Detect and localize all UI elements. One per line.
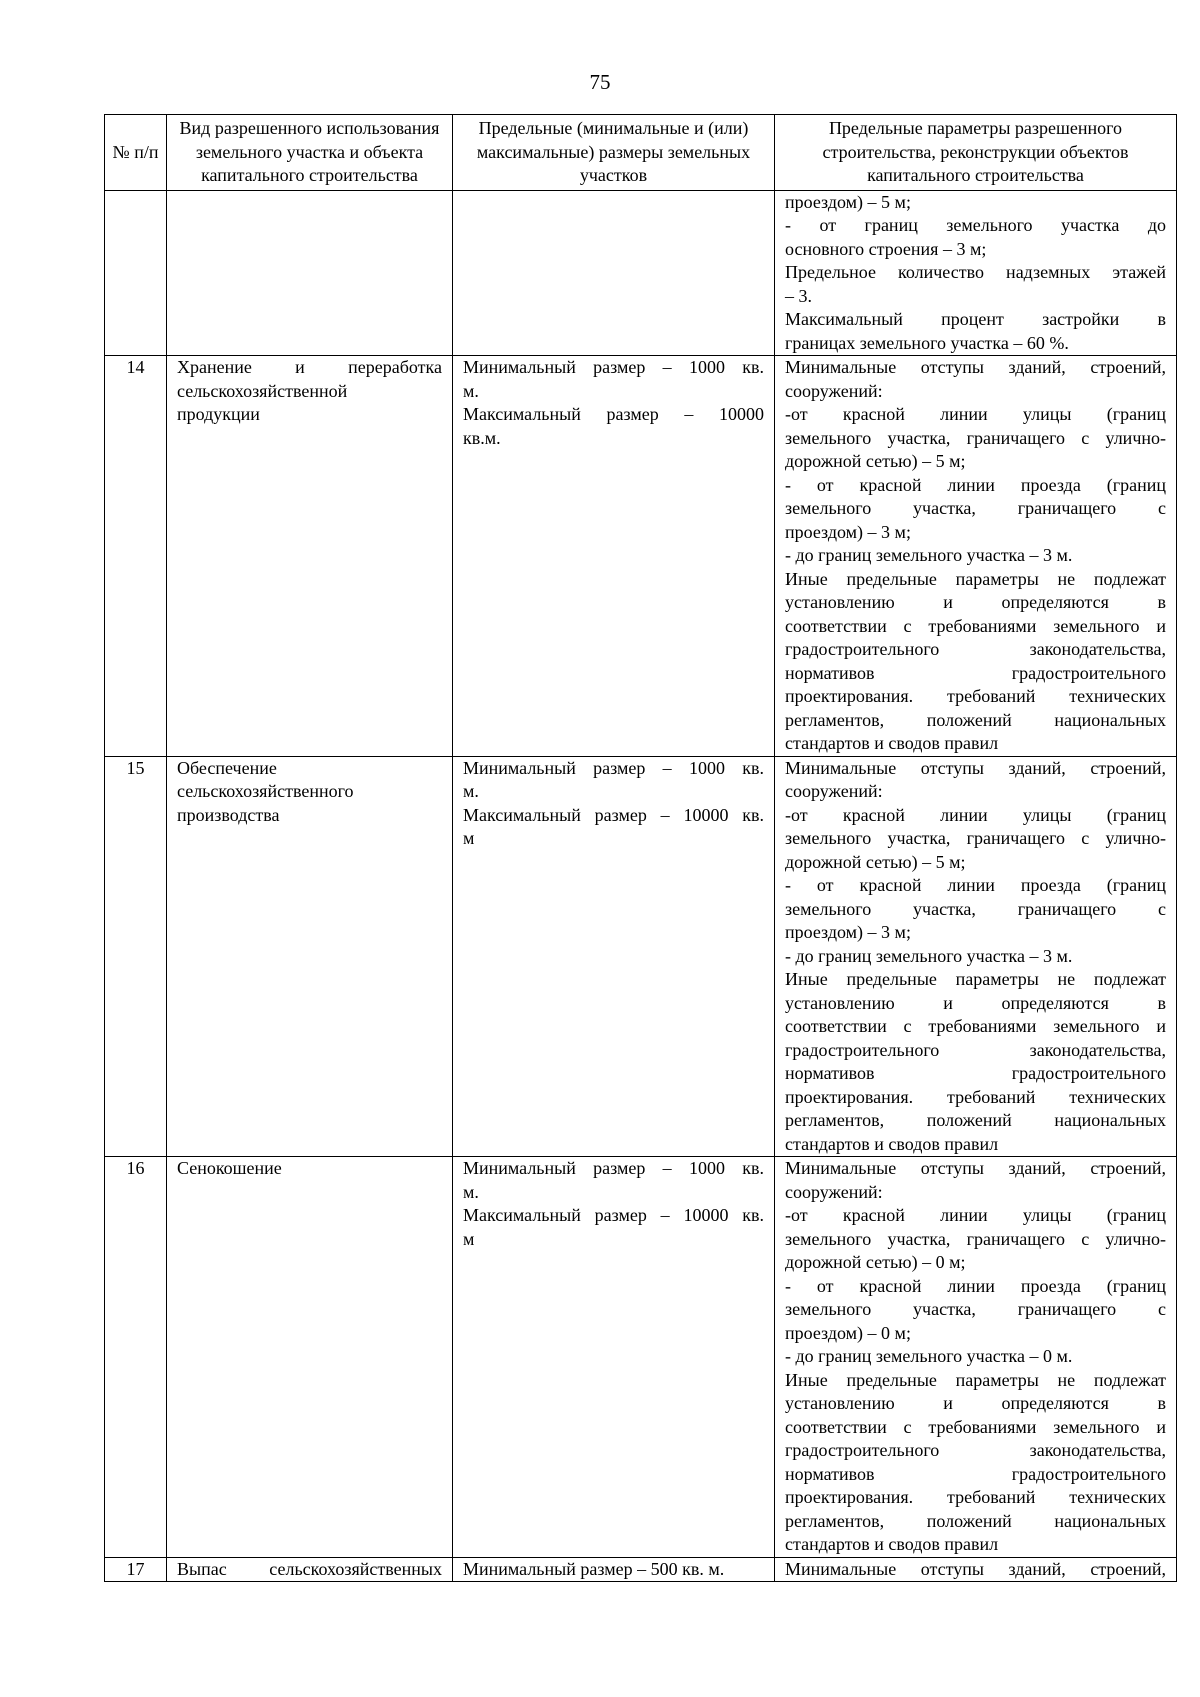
cell-line: стандартов и сводов правил bbox=[785, 733, 999, 753]
table-row bbox=[105, 756, 1177, 1157]
cell-line: дорожной сетью) – 5 м; bbox=[785, 851, 966, 872]
row-number: 14 bbox=[105, 356, 167, 757]
cell-line: установлению и определяются в bbox=[785, 1393, 1166, 1413]
cell-line: регламентов, положений национальных bbox=[785, 1510, 1166, 1531]
header-use-type bbox=[167, 115, 453, 191]
build-params-cell bbox=[775, 356, 1177, 757]
header-plot-sizes bbox=[453, 115, 775, 191]
cell-line: кв.м. bbox=[463, 427, 501, 448]
cell-line: Минимальный размер – 1000 кв. bbox=[463, 757, 764, 778]
plot-size-cell bbox=[453, 1557, 775, 1582]
cell-line: сельскохозяйственного bbox=[177, 781, 354, 801]
cell-line: нормативов градостроительного bbox=[785, 1463, 1166, 1484]
cell-line: Максимальный размер – 10000 кв. bbox=[463, 1205, 764, 1225]
cell-line: - от красной линии проезда (границ bbox=[785, 1275, 1166, 1296]
cell-line: регламентов, положений национальных bbox=[785, 1110, 1166, 1130]
cell-line: Минимальные отступы зданий, строений, bbox=[785, 357, 1166, 377]
cell-line: земельного участка, граничащего с улично- bbox=[785, 1228, 1166, 1249]
cell-line: сооружений: bbox=[785, 781, 883, 801]
header-line: участка и объекта bbox=[286, 141, 424, 162]
cell-line: градостроительного законодательства, bbox=[785, 639, 1166, 659]
cell-line: Минимальные отступы зданий, строений, bbox=[785, 1558, 1166, 1579]
header-line: капитального строительства bbox=[867, 165, 1084, 185]
cell-line: м. bbox=[463, 781, 479, 801]
cell-line: стандартов и сводов правил bbox=[785, 1133, 999, 1154]
cell-line: м bbox=[463, 1228, 475, 1249]
cell-line: Минимальные отступы зданий, строений, bbox=[785, 1158, 1166, 1178]
cell-line: границах земельного участка – 60 %. bbox=[785, 332, 1069, 353]
cell-line: - до границ земельного участка – 3 м. bbox=[785, 945, 1073, 966]
header-line: (или) максимальные) размеры bbox=[476, 118, 749, 162]
use-type-cell bbox=[167, 356, 453, 757]
cell-line: нормативов градостроительного bbox=[785, 662, 1166, 683]
header-line: капитального строительства bbox=[201, 165, 418, 185]
header-number bbox=[105, 115, 167, 191]
cell-line: - от красной линии проезда (границ bbox=[785, 875, 1166, 895]
cell-line: проездом) – 3 м; bbox=[785, 521, 911, 542]
header-line: п/п bbox=[134, 141, 159, 162]
build-params-cell bbox=[775, 1557, 1177, 1582]
row-number: 15 bbox=[105, 756, 167, 1157]
table-row bbox=[105, 190, 1177, 356]
cell-line: Минимальные отступы зданий, строений, bbox=[785, 757, 1166, 778]
header-line: строительства, реконструкции объектов bbox=[822, 141, 1129, 162]
cell-line: сельскохозяйственной bbox=[177, 380, 348, 401]
build-params-cell bbox=[775, 1157, 1177, 1558]
cell-line: -от красной линии улицы (границ bbox=[785, 1205, 1166, 1225]
cell-line: -от красной линии улицы (границ bbox=[785, 404, 1166, 424]
header-line: земельных участков bbox=[579, 141, 751, 185]
cell-line: - от красной линии проезда (границ bbox=[785, 474, 1166, 495]
cell-line: м. bbox=[463, 380, 479, 401]
cell-line: м bbox=[463, 828, 475, 848]
plot-size-cell bbox=[453, 1157, 775, 1558]
regulations-table bbox=[104, 114, 1177, 1582]
cell-line: Иные предельные параметры не подлежат bbox=[785, 568, 1166, 589]
cell-line: Минимальный размер – 1000 кв. bbox=[463, 1158, 764, 1178]
cell-line: Минимальный размер – 500 кв. м. bbox=[463, 1558, 725, 1579]
cell-line: – 3. bbox=[785, 285, 812, 306]
cell-line: проездом) – 3 м; bbox=[785, 922, 911, 942]
build-params-cell bbox=[775, 190, 1177, 356]
cell-line: Выпас сельскохозяйственных bbox=[177, 1558, 442, 1579]
cell-line: земельного участка, граничащего с bbox=[785, 898, 1166, 919]
header-line: Вид разрешенного bbox=[179, 118, 322, 138]
cell-line: - от границ земельного участка до bbox=[785, 215, 1166, 235]
cell-line: соответствии с требованиями земельного и bbox=[785, 615, 1166, 636]
cell-line: Минимальный размер – 1000 кв. bbox=[463, 357, 764, 377]
header-build-params bbox=[775, 115, 1177, 191]
use-type-cell bbox=[167, 1157, 453, 1558]
cell-line: проектирования. требований технических bbox=[785, 1487, 1166, 1507]
row-number bbox=[105, 190, 167, 356]
cell-line: градостроительного законодательства, bbox=[785, 1039, 1166, 1060]
cell-line: Максимальный размер – 10000 кв. bbox=[463, 804, 764, 825]
table-row bbox=[105, 1557, 1177, 1582]
cell-line: основного строения – 3 м; bbox=[785, 238, 987, 259]
cell-line: проездом) – 5 м; bbox=[785, 191, 911, 212]
cell-line: Иные предельные параметры не подлежат bbox=[785, 1369, 1166, 1390]
cell-line: стандартов и сводов правил bbox=[785, 1534, 999, 1554]
page-number: 75 bbox=[589, 70, 611, 94]
cell-line: Обеспечение bbox=[177, 757, 277, 778]
cell-line: земельного участка, граничащего с улично- bbox=[785, 828, 1166, 848]
cell-line: Максимальный размер – 10000 bbox=[463, 404, 764, 424]
cell-line: земельного участка, граничащего с bbox=[785, 498, 1166, 518]
cell-line: земельного участка, граничащего с улично- bbox=[785, 427, 1166, 448]
plot-size-cell bbox=[453, 356, 775, 757]
build-params-cell bbox=[775, 756, 1177, 1157]
cell-line: дорожной сетью) – 0 м; bbox=[785, 1252, 966, 1272]
cell-line: - до границ земельного участка – 3 м. bbox=[785, 545, 1073, 565]
table-row bbox=[105, 356, 1177, 757]
cell-line: земельного участка, граничащего с bbox=[785, 1299, 1166, 1319]
cell-line: Иные предельные параметры не подлежат bbox=[785, 969, 1166, 989]
cell-line: проектирования. требований технических bbox=[785, 1086, 1166, 1107]
plot-size-cell bbox=[453, 190, 775, 356]
row-number: 16 bbox=[105, 1157, 167, 1558]
cell-line: Предельное количество надземных этажей bbox=[785, 262, 1166, 282]
table-body bbox=[105, 190, 1177, 1582]
cell-line: установлению и определяются в bbox=[785, 592, 1166, 612]
use-type-cell bbox=[167, 1557, 453, 1582]
cell-line: м. bbox=[463, 1181, 479, 1202]
header-line: № bbox=[112, 141, 130, 162]
cell-line: проектирования. требований технических bbox=[785, 686, 1166, 706]
cell-line: градостроительного законодательства, bbox=[785, 1440, 1166, 1460]
header-line: использования земельного bbox=[195, 118, 440, 162]
cell-line: - до границ земельного участка – 0 м. bbox=[785, 1346, 1073, 1366]
header-line: Предельные (минимальные и bbox=[478, 118, 704, 138]
cell-line: производства bbox=[177, 804, 280, 825]
cell-line: нормативов градостроительного bbox=[785, 1063, 1166, 1083]
cell-line: установлению и определяются в bbox=[785, 992, 1166, 1013]
cell-line: регламентов, положений национальных bbox=[785, 709, 1166, 730]
cell-line: сооружений: bbox=[785, 380, 883, 401]
row-number: 17 bbox=[105, 1557, 167, 1582]
cell-line: дорожной сетью) – 5 м; bbox=[785, 451, 966, 471]
cell-line: продукции bbox=[177, 404, 260, 424]
cell-line: соответствии с требованиями земельного и bbox=[785, 1016, 1166, 1036]
cell-line: Сенокошение bbox=[177, 1158, 282, 1178]
use-type-cell bbox=[167, 190, 453, 356]
cell-line: проездом) – 0 м; bbox=[785, 1322, 911, 1343]
cell-line: сооружений: bbox=[785, 1181, 883, 1202]
table-header-row bbox=[105, 115, 1177, 191]
cell-line: -от красной линии улицы (границ bbox=[785, 804, 1166, 825]
table-row bbox=[105, 1157, 1177, 1558]
use-type-cell bbox=[167, 756, 453, 1157]
cell-line: соответствии с требованиями земельного и bbox=[785, 1416, 1166, 1437]
header-line: Предельные параметры разрешенного bbox=[828, 118, 1123, 138]
cell-line: Хранение и переработка bbox=[177, 357, 442, 377]
plot-size-cell bbox=[453, 756, 775, 1157]
cell-line: Максимальный процент застройки в bbox=[785, 309, 1166, 329]
